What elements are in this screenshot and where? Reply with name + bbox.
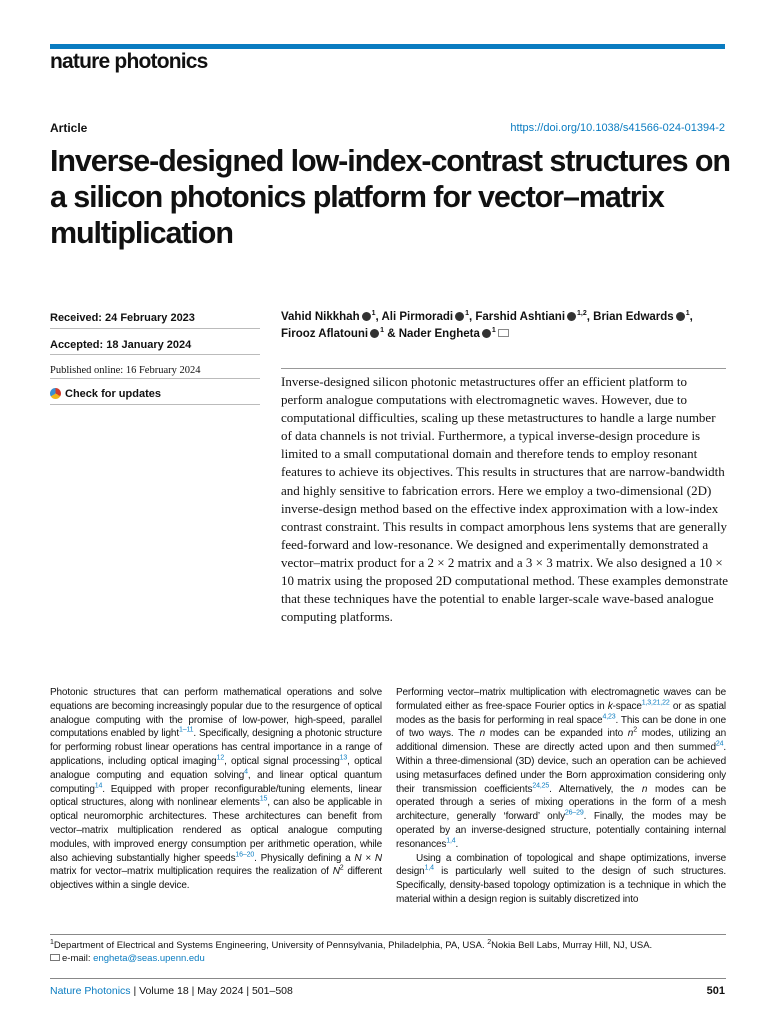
orcid-icon[interactable]	[482, 329, 491, 338]
abstract-divider	[281, 368, 726, 369]
author-list: Vahid Nikkhah $^1$, Ali Pirmoradi $^1$, Farshid Ashtiani $^{1,2}$, Brian Edwards $^1$, Firooz Aflatouni $^1$ & Nader Engheta $^1$	[281, 310, 693, 340]
author-name: Brian Edwards	[593, 311, 674, 323]
orcid-icon[interactable]	[455, 312, 464, 321]
accepted-date: Accepted: 18 January 2024	[50, 328, 260, 351]
journal-top-bar	[50, 44, 725, 49]
author-name: Vahid Nikkhah	[281, 311, 360, 323]
orcid-icon[interactable]	[567, 312, 576, 321]
meta-divider	[50, 404, 260, 405]
affiliations: $^1$Department of Electrical and Systems Engineering, University of Pennsylvania, Philadelphia, PA, USA. $^2$Nokia Bell Labs, Murray Hill, NJ, USA. e-mail: engheta@seas.upenn.edu	[50, 938, 653, 964]
affiliation-2: Nokia Bell Labs, Murray Hill, NJ, USA.	[491, 940, 653, 951]
email-label: e-mail:	[62, 953, 91, 964]
page-number: 501	[706, 985, 725, 997]
author-name: Firooz Aflatouni	[281, 328, 369, 340]
affiliations-divider	[50, 934, 726, 935]
article-type-label: Article	[50, 121, 88, 135]
journal-name: nature photonics	[50, 50, 208, 73]
email-link[interactable]: engheta@seas.upenn.edu	[93, 953, 205, 964]
abstract: Inverse-designed silicon photonic metastructures offer an efficient platform to perform analogue computations with electromagnetic waves. However, due to computational difficulties, scaling up these metastructures to handle a large number of data channels is not trivial. Furthermore, a typical inverse-design procedure is limited to a small computational domain and therefore tends to employ resonant features to achieve its objectives. This results in structures that are narrow-bandwidth and highly sensitive to fabrication errors. Here we employ a two-dimensional (2D) inverse-design method based on the effective index approximation with a low-index contrast constraint. This results in compact amorphous lens systems that are generally feed-forward and low-resonance. We designed and experimentally demonstrated a vector–matrix product for a 2 × 2 matrix and a 3 × 3 matrix. We also designed a 10 × 10 matrix using the proposed 2D computational method. These examples demonstrate that these techniques have the potential to enable larger-scale wave-based analogue computing platforms.	[281, 374, 729, 625]
author-name: Farshid Ashtiani	[475, 311, 566, 323]
footer-citation: Nature Photonics | Volume 18 | May 2024 | 501–508	[50, 985, 293, 997]
orcid-icon[interactable]	[676, 312, 685, 321]
article-title: Inverse-designed low-index-contrast structures on a silicon photonics platform for vector–matrix multiplication	[50, 144, 730, 250]
author-name: Nader Engheta	[398, 328, 480, 340]
orcid-icon[interactable]	[362, 312, 371, 321]
published-date: Published online: 16 February 2024	[50, 354, 260, 376]
orcid-icon[interactable]	[370, 329, 379, 338]
doi-link[interactable]: https://doi.org/10.1038/s41566-024-01394-2	[510, 122, 725, 134]
mail-icon[interactable]	[498, 329, 509, 337]
affiliation-1: Department of Electrical and Systems Engineering, University of Pennsylvania, Philadelphia, PA, USA.	[53, 940, 485, 951]
check-updates-icon	[50, 388, 61, 399]
envelope-icon	[50, 954, 60, 961]
footer-divider	[50, 978, 726, 979]
body-column-right: Performing vector–matrix multiplication with electromagnetic waves can be formulated either as free-space Fourier optics in k-space$^{1,3,21,22}$ or as spatial modes as the basis for performing in real space$^{4,23}$. This can be done in one of two ways. The n modes can be expanded into $n^2$ modes, utilizing an additional dimension. These are directly acted upon and then summed$^{24}$. Within a three-dimensional (3D) device, such an operation can be achieved using metasurfaces defined under the Born approximation considering only their transmission coefficients$^{24,25}$. Alternatively, the n modes can be operated through a series of mixing operations in the form of a mesh architecture, generally ‘forward’ only$^{26-29}$. Finally, the modes may be operated by an inverse-designed structure, potentially containing internal resonances$^{1,4}$. Using a combination of topological and shape optimizations, inverse design$^{1,4}$ is particularly well suited to the design of such structures. Specifically, density-based topology optimization is a technique in which the material within a design region is suitably discretized into	[396, 687, 726, 905]
body-column-left: Photonic structures that can perform mathematical operations and solve equations are becoming increasingly popular due to the resurgence of optical analogue computing with the promise of low-power, high-speed, parallel computations enabled by light$^{1-11}$. Specifically, designing a photonic structure for performing robust linear operations has central importance in a range of applications, including optical imaging$^{12}$, optical signal processing$^{13}$, optical analogue computing and equation solving$^4$, and linear optical quantum computing$^{14}$. Equipped with proper reconfigurable/tuning elements, linear optical structures, along with nonlinear elements$^{15}$, can also be applicable in optical neuromorphic architectures. These architectures can benefit from vector–matrix multiplication rendered as optical analogue computing modules, with improved energy consumption per arithmetic operation, while also achieving substantially higher speeds$^{16-20}$. Physically defining a N × N matrix for vector–matrix multiplication requires the realization of $N^2$ different objectives within a single device.	[50, 687, 382, 892]
check-for-updates-button[interactable]: Check for updates	[50, 378, 260, 404]
received-date: Received: 24 February 2023	[50, 312, 195, 324]
author-name: Ali Pirmoradi	[381, 311, 454, 323]
